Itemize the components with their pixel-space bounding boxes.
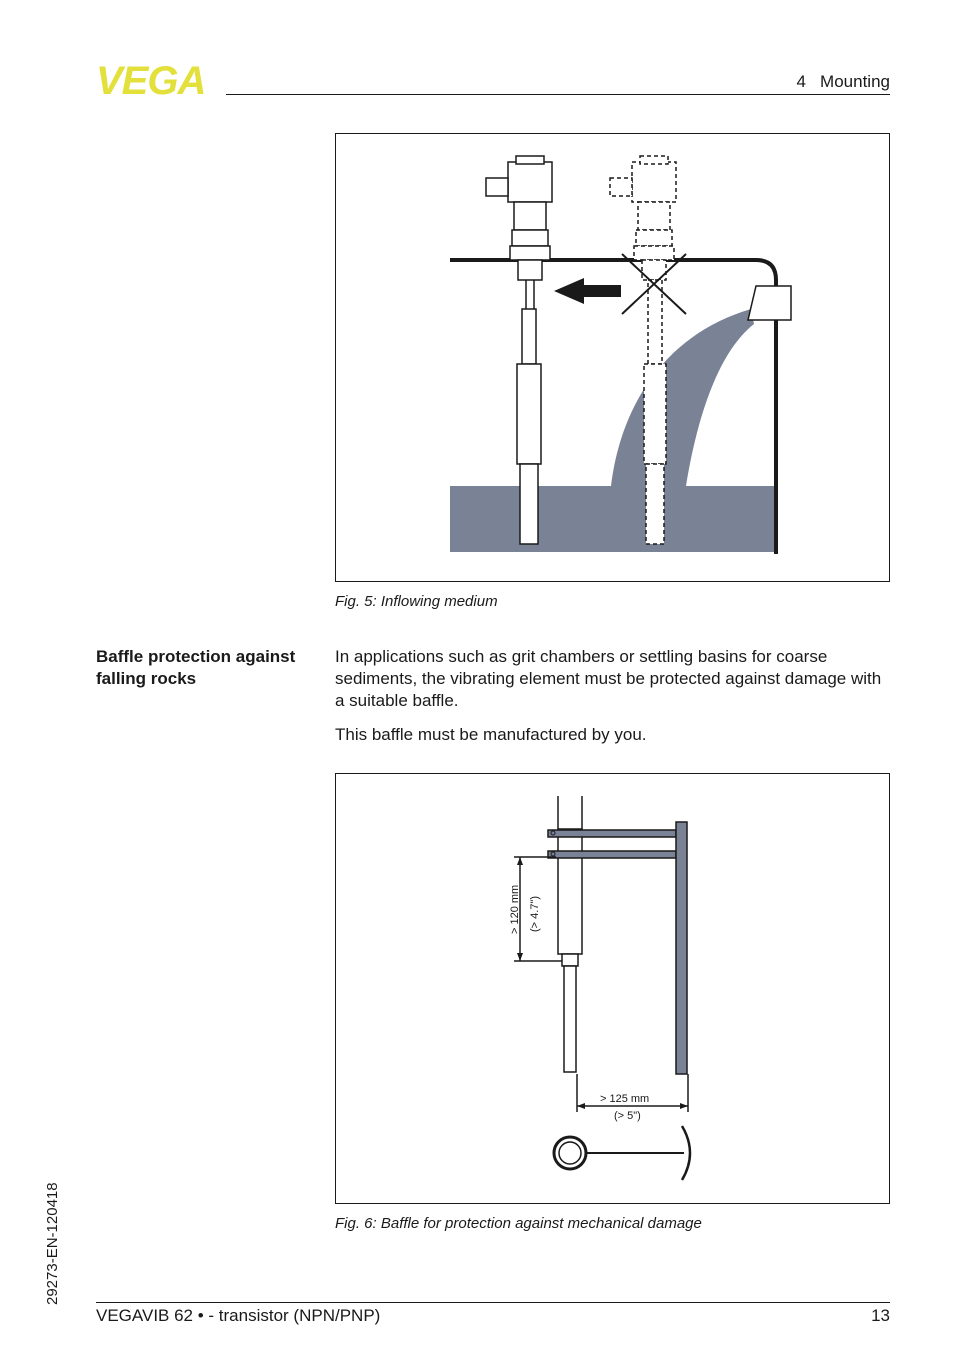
dimension-label-horizontal-inch: (> 5"): [614, 1110, 641, 1122]
side-heading: Baffle protection against falling rocks: [96, 647, 296, 688]
dimension-arrow: [517, 953, 523, 961]
sensor-correct: [486, 156, 552, 544]
medium-fill: [450, 486, 778, 552]
figure-inflowing-medium: [335, 133, 890, 582]
paragraph: In applications such as grit chambers or settling basins for coarse sediments, the vibrating element must be protected against damage with a suitable baffle.: [335, 647, 882, 710]
document-id: 29273-EN-120418: [44, 1182, 61, 1305]
sensor-housing: [558, 829, 582, 954]
baffle-clamp: [548, 830, 676, 837]
inflow-stream: [611, 309, 754, 486]
inlet-pipe: [748, 286, 791, 320]
footer-product-name: VEGAVIB 62 • - transistor (NPN/PNP): [96, 1306, 381, 1325]
header-section-title: 4 Mounting: [796, 72, 890, 91]
paragraph: This baffle must be manufactured by you.: [335, 725, 647, 744]
page-number: 13: [871, 1306, 890, 1325]
figure5-caption: Fig. 5: Inflowing medium: [335, 593, 498, 610]
footer-rule: [96, 1302, 890, 1303]
move-arrow-icon: [554, 278, 621, 304]
header-rule: [226, 94, 890, 95]
svg-text:VEGA: VEGA: [96, 62, 206, 98]
dimension-label-vertical-inch: (> 4.7"): [529, 895, 541, 932]
vega-logo: [96, 62, 220, 98]
dimension-arrow: [517, 857, 523, 865]
vibrating-rod: [564, 966, 576, 1072]
dimension-label-vertical: > 120 mm: [509, 884, 521, 934]
dimension-arrow: [577, 1103, 585, 1109]
figure6-caption: Fig. 6: Baffle for protection against mechanical damage: [335, 1215, 702, 1232]
inflowing-medium-diagram: [336, 134, 889, 581]
sensor-neck: [562, 954, 578, 966]
baffle-clamp: [548, 851, 676, 858]
dimension-label-horizontal: > 125 mm: [600, 1093, 650, 1105]
baffle-diagram: [336, 774, 889, 1203]
sensor-top-view-inner: [559, 1142, 581, 1164]
figure-baffle-protection: [335, 773, 890, 1204]
baffle-plate: [676, 822, 687, 1074]
dimension-arrow: [680, 1103, 688, 1109]
